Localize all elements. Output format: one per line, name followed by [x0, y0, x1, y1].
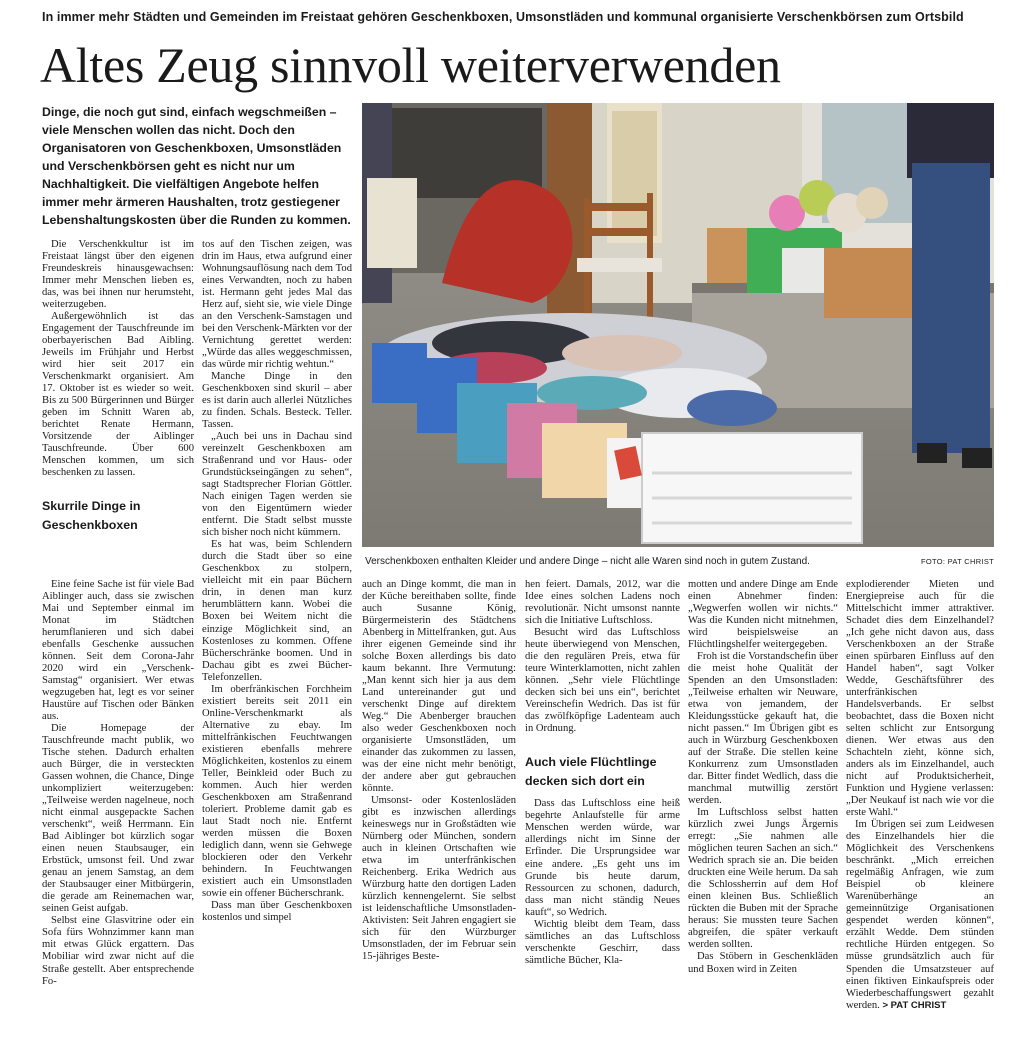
- paragraph: Im Luftschloss selbst hatten kürzlich zwei Jungs Ärgernis erregt: „Sie nahmen alle möglichen teuren Sachen an sich.“ Wedrich sprach sie an. Die beiden druckten eine Weile herum. Da sah die Schlossherrin auf dem Hof einen kleinen Bus. Schließlich rückten die Buben mit der Sprache heraus: Sie mussten teure Sachen abgreifen, die später verkauft werden sollten.: [688, 807, 838, 951]
- subheading: Auch viele Flüchtlinge decken sich dort ein: [525, 755, 657, 788]
- paragraph: Im oberfränkischen Forchheim existiert bereits seit 2011 ein Online-Verschenkmarkt als Alternative zu ebay. Im mittelfränkischen Feuchtwangen existieren ebenfalls mehrere Möglichkeiten, kostenlos zu einem Teller, Beinkleid oder Buch zu kommen. Auch hier werden Geschenkboxen am Straßenrand toleriert. Probleme damit gab es laut Stadt noch nie. Entfernt werden müssen die Boxen lediglich dann, wenn sie Gehwege blockieren oder den Verkehr behindern. In Feuchtwangen existiert auch ein Umsonstladen sowie ein offener Bücherschrank.: [202, 683, 352, 899]
- kicker: In immer mehr Städten und Gemeinden im Freistaat gehören Geschenkboxen, Umsonstläden und kommunal organisierte Verschenkbörsen zum Ortsbild: [42, 10, 964, 24]
- paragraph: Froh ist die Vorstandschefin über die meist hohe Qualität der Spenden an den Umsonstladen: „Teilweise erhalten wir Neuware, etwa von jemandem, der Kleidungsstücke gekauft hat, die nicht passen.“ Im Übrigen gibt es auch in Würzburg Geschenkboxen auf der Straße. Die stellen keine Konkurrenz zum Umsonstladen dar. Bitter findet Wedlich, dass die manchmal mutwillig zerstört werden.: [688, 651, 838, 807]
- paragraph: Dass man über Geschenkboxen kostenlos und simpel: [202, 899, 352, 923]
- caption-text: Verschenkboxen enthalten Kleider und andere Dinge – nicht alle Waren sind noch in gutem Zustand.: [365, 556, 810, 567]
- column-1: [42, 239, 194, 543]
- column-3: [362, 579, 516, 964]
- paragraph: motten und andere Dinge am Ende einen Abnehmer finden: „Wegwerfen wollen wir nichts.“ Was die Kunden nicht mitnehmen, wird beispielsweise an Flüchtlingshelfer weitergegeben.: [688, 579, 838, 651]
- column-6: [846, 579, 994, 1012]
- paragraph: Eine feine Sache ist für viele Bad Aiblinger auch, dass sie zwischen Mai und September einmal im Monat im Städtchen herumflanieren und sich dabei ebenfalls Geschenke aussuchen können. Seit dem Corona-Jahr 2020 wird ein „Verschenk-Samstag“ organisiert. Wer etwas wegzugeben hat, legt es vor seiner Haustüre auf Tischen oder Bänken aus.: [42, 579, 194, 723]
- article-photo: [362, 103, 994, 547]
- column-4: [525, 579, 680, 967]
- byline: > PAT CHRIST: [882, 999, 947, 1011]
- paragraph: Außergewöhnlich ist das Engagement der Tauschfreunde im oberbayerischen Bad Aibling. Jeweils im Frühjahr und Herbst wird hier seit 2017 ein Verschenkmarkt organisiert. Am 17. Oktober ist es wieder so weit. Bis zu 500 Bürgerinnen und Bürger geben im Schnitt Waren ab, berichtet Renate Hermann, Vorsitzende der Aiblinger Tauschfreunde. Über 600 Menschen kommen, um sich beschenken zu lassen.: [42, 311, 194, 479]
- lead-paragraph: Dinge, die noch gut sind, einfach wegschmeißen – viele Menschen wollen das nicht. Doch den Organisatoren von Geschenkboxen, Umsonstläden und Verschenkbörsen geht es nicht nur um Nachhaltigkeit. Die vielfältigen Angebote helfen immer mehr ärmeren Haushalten, trotz gestiegener Lebenshaltungskosten über die Runden zu kommen.: [42, 105, 351, 227]
- paragraph: Manche Dinge in den Geschenkboxen sind skuril – aber es ist darin auch allerlei Nützliches zu finden. Schals. Besteck. Teller. Tassen.: [202, 371, 352, 431]
- paragraph: Dass das Luftschloss eine heiß begehrte Anlaufstelle für arme Menschen werden würde, war allerdings nicht im Sinne der Erfinder. Die Ursprungsidee war eine andere. „Es geht uns im Grunde bis heute darum, Ressourcen zu schonen, dadurch, dass man nicht ständig Neues kauft“, so Wedrich.: [525, 798, 680, 918]
- paragraph: auch an Dinge kommt, die man in der Küche bereithaben sollte, finde auch Susanne König, Bürgermeisterin des Städtchens Abenberg in Mittelfranken, gut. Aus ihrer eigenen Gemeinde sind ihr solche Boxen allerdings bis dato kaum bekannt. Ihre Vermutung: „Man kennt sich hier ja aus dem Land untereinander gut und verschenkt Dinge auf direktem Weg.“ Die Abenberger brauchen also weder Geschenkboxen noch organisierte Umsonstläden, um einander das zukommen zu lassen, was der eine nicht mehr benötigt, der andere aber gut gebrauchen könnte.: [362, 579, 516, 795]
- headline: Altes Zeug sinnvoll weiterverwenden: [40, 37, 781, 93]
- paragraph: Selbst eine Glasvitrine oder ein Sofa fürs Wohnzimmer kann man mit etwas Glück ergattern. Das Mobiliar wird zwar nicht auf die Straße gestellt. Aber entsprechende Fo-: [42, 915, 194, 987]
- paragraph-text: Im Übrigen sei zum Leidwesen des Einzelhandels hier die Möglichkeit des Verschenkens beschränkt. „Mich erreichen regelmäßig Anfragen, wie zum Beispiel ob kleinere Warenüberhänge an gemeinnützige Organisationen gespendet werden können“, erzählt Wedde. Dem stünden rechtliche Hürden entgegen. So müsse grundsätzlich auch für Spenden die Umsatzsteuer auf einen fiktiven Einkaufspreis oder Wiederbeschaffungswert gezahlt werden.: [846, 819, 994, 1011]
- paragraph: „Auch bei uns in Dachau sind vereinzelt Geschenkboxen am Straßenrand und vor Haus- oder Grundstückseingängen zu sehen“, sagt Stadtsprecher Florian Göttler. Nach einigen Tagen werden sie von den Eigentümern wieder entfernt. Die Stadt selbst musste sich bisher noch nicht kümmern.: [202, 431, 352, 539]
- photo-illustration: [362, 103, 994, 547]
- paragraph: hen feiert. Damals, 2012, war die Idee eines solchen Ladens noch revolutionär. Nicht umsonst nannte sich die Initiative Luftschloss.: [525, 579, 680, 627]
- paragraph: Es hat was, beim Schlendern durch die Stadt über so eine Geschenkbox zu stolpern, vielleicht mit ein paar Büchern drin, in denen man kurz herumblättern kann. Wobei die Boxen bei Weitem nicht die einzige Möglichkeit sind, an Kostenloses zu kommen. Offene Bücherschränke boomen. Und in Dachau gibt es zwei Bücher-Telefonzellen.: [202, 539, 352, 683]
- photo-credit: FOTO: PAT CHRIST: [921, 557, 994, 566]
- paragraph: tos auf den Tischen zeigen, was drin im Haus, etwa aufgrund einer Wohnungsauflösung nach dem Tod eines Verwandten, noch zu haben ist. Hermann geht jedes Mal das Herz auf, sieht sie, wie viele Dinge an den Verschenk-Samstagen und bei den Verschenk-Märkten vor der Vernichtung gerettet werden: „Würde das alles weggeschmissen, das würde mir richtig wehtun.“: [202, 239, 352, 371]
- paragraph: Besucht wird das Luftschloss heute überwiegend von Menschen, die den regulären Preis, etwa für teure Winterklamotten, nicht zahlen können. „Sehr viele Flüchtlinge decken sich bei uns ein“, berichtet Vereinschefin Wedrich. Das ist für das zwölfköpfige Ladenteam auch in Ordnung.: [525, 627, 680, 735]
- column-2: [202, 239, 352, 924]
- paragraph: Wichtig bleibt dem Team, dass sämtliches an das Luftschloss verschenkte Geschirr, dass sämtliche Bücher, Kla-: [525, 918, 680, 966]
- subheading: Skurrile Dinge in Geschenkboxen: [42, 499, 141, 532]
- paragraph: Die Verschenkkultur ist im Freistaat längst über den eigenen Freundeskreis hinausgewachsen: Immer mehr Menschen lieben es, das, was bei ihnen nur herumsteht, weiterzugeben.: [42, 239, 194, 311]
- paragraph: Umsonst- oder Kostenlosläden gibt es inzwischen allerdings keineswegs nur in Großstädten wie Nürnberg oder München, sondern auch in kleinen Ortschaften wie etwa im unterfränkischen Reichenberg. Erika Wedrich aus Würzburg hatte den dortigen Laden kürzlich kennengelernt. Sie selbst ist leidenschaftliche Umsonstladen-Aktivisten: Seit Jahren engagiert sie sich für den Würzburger Umsonstladen, der im Februar sein 15-jähriges Beste-: [362, 795, 516, 963]
- paragraph: Das Stöbern in Geschenkläden und Boxen wird in Zeiten: [688, 951, 838, 975]
- photo-caption: [365, 556, 994, 567]
- paragraph: [846, 819, 994, 1011]
- column-5: [688, 579, 838, 976]
- paragraph: Die Homepage der Tauschfreunde macht publik, wo Tische stehen. Dadurch erhalten auch Bürger, die in versteckten Gassen wohnen, die Chance, Dinge unkompliziert weiterzugeben: „Teilweise werden nagelneue, noch nicht einmal ausgepackte Sachen verschenkt“, weiß Herrmann. Ein Bad Aiblinger bot kürzlich sogar einen neuen Staubsauger, ein Erbstück, umsonst feil. Und zwar genau an jenem Samstag, an dem der Staubsauger einer Mitbürgerin, die gerade am Reinemachen war, seinen Geist aufgab.: [42, 723, 194, 915]
- paragraph: explodierender Mieten und Energiepreise auch für die Mittelschicht immer attraktiver. Schadet dies dem Einzelhandel? „Ich gehe nicht davon aus, dass Verschenkboxen an der Straße einen spürbaren Einfluss auf den Handel haben“, sagt Volker Wedde, Geschäftsführer des unterfränkischen Handelsverbands. Er selbst beobachtet, dass die Boxen nicht selten schlicht zur Entsorgung dienen. Wer etwas aus den Schachteln zieht, könne sich, anders als im Einzelhandel, auch nicht auf Produktsicherheit, Funktion und Hygiene verlassen: „Der Neukauf ist nach wie vor die erste Wahl.“: [846, 579, 994, 819]
- column-1-continued: [42, 579, 194, 988]
